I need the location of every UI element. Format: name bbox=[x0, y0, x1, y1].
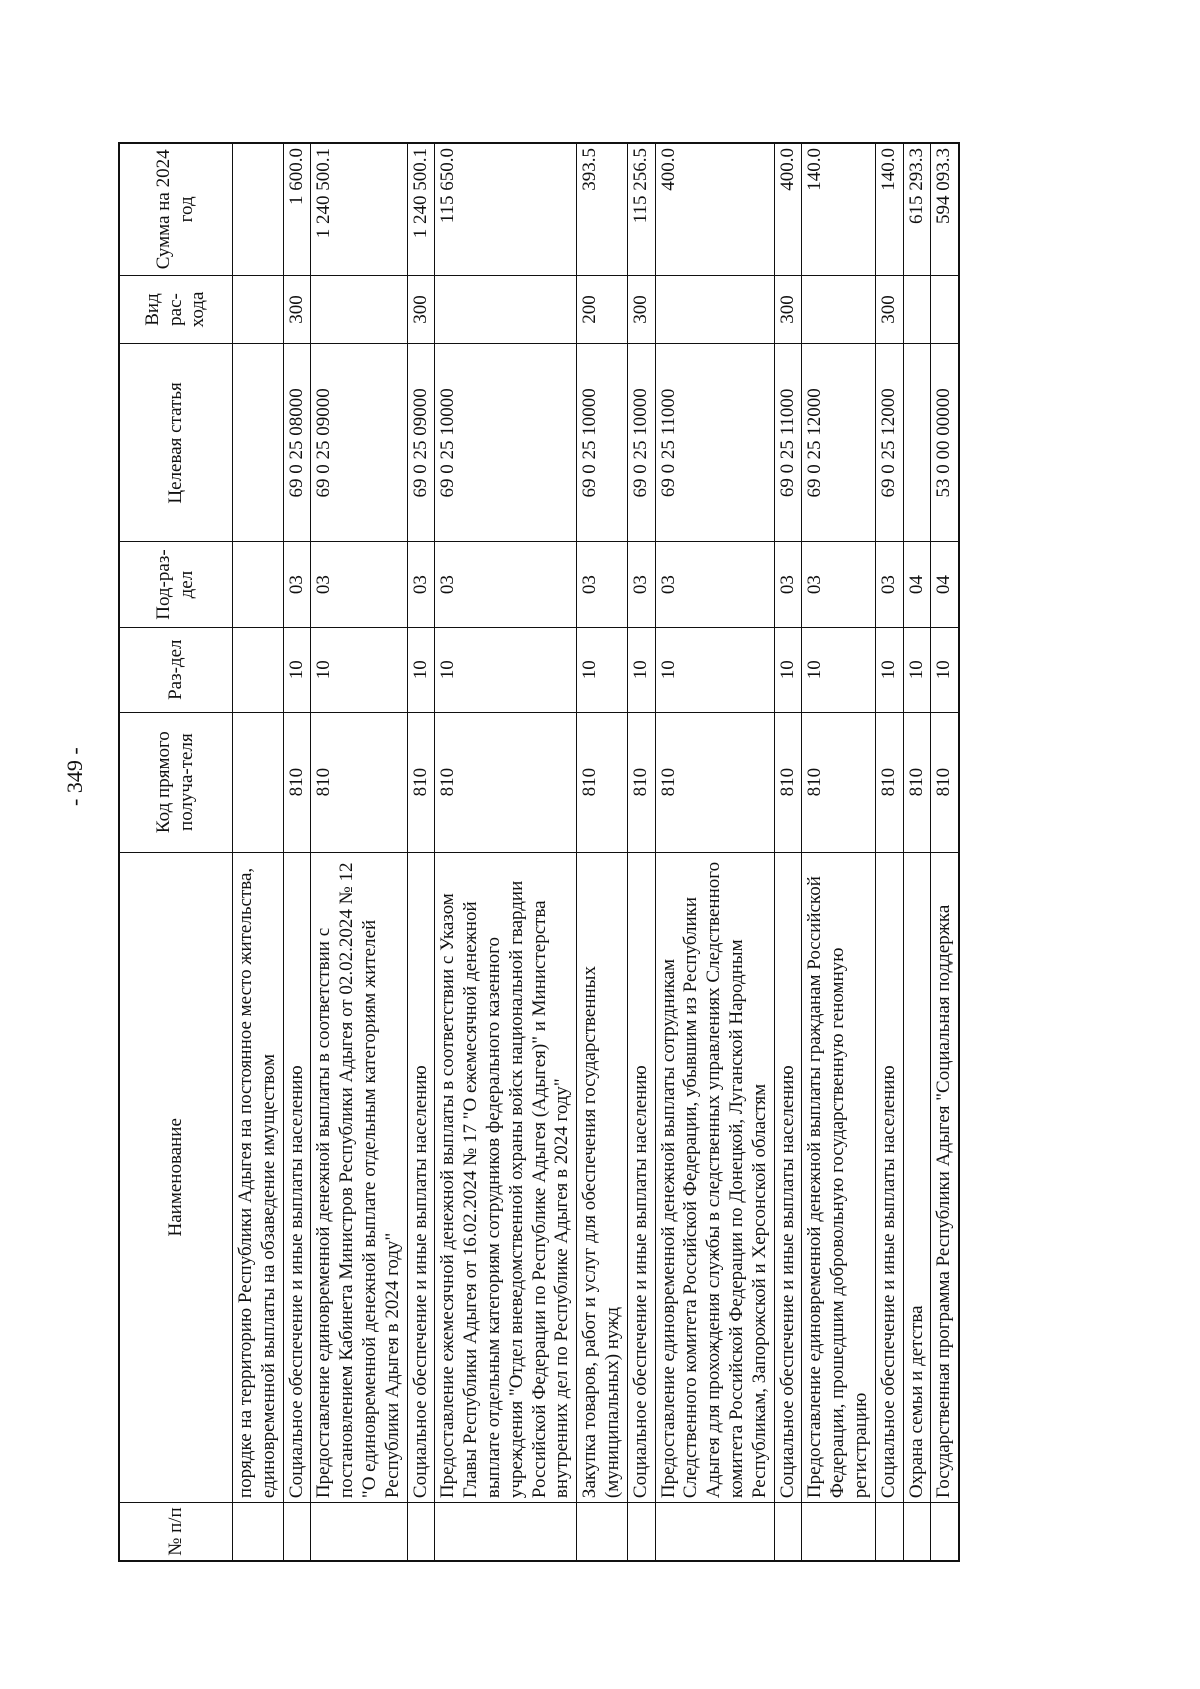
cell-num bbox=[435, 1503, 577, 1561]
cell-expense-type: 300 bbox=[407, 275, 435, 344]
cell-amount: 115 650.0 bbox=[435, 143, 577, 275]
cell-subsection: 03 bbox=[655, 542, 774, 627]
cell-expense-type bbox=[802, 275, 875, 344]
cell-recipient: 810 bbox=[655, 712, 774, 852]
cell-target: 69 0 25 12000 bbox=[875, 344, 903, 542]
cell-amount: 115 256.5 bbox=[627, 143, 655, 275]
cell-num bbox=[407, 1503, 435, 1561]
cell-amount: 400.0 bbox=[655, 143, 774, 275]
cell-target: 69 0 25 11000 bbox=[774, 344, 802, 542]
table-row bbox=[407, 143, 435, 1561]
cell-recipient: 810 bbox=[407, 712, 435, 852]
cell-section: 10 bbox=[627, 627, 655, 712]
cell-amount: 1 240 500.1 bbox=[407, 143, 435, 275]
cell-recipient: 810 bbox=[931, 712, 959, 852]
cell-expense-type: 300 bbox=[774, 275, 802, 344]
cell-name: Предоставление единовременной денежной выплаты сотрудникам Следственного комитета Российской Федерации, убывшим из Республики Адыгея для прохождения службы в следственных управлениях Следственного комитета Российской Федерации по Донецкой, Луганской Народным Республикам, Запорожской и Херсонской областям bbox=[655, 852, 774, 1503]
col-section-header: Раз-дел bbox=[119, 627, 233, 712]
table-row bbox=[435, 143, 577, 1561]
cell-section: 10 bbox=[931, 627, 959, 712]
cell-num bbox=[311, 1503, 407, 1561]
cell-name: Предоставление единовременной денежной выплаты гражданам Российской Федерации, прошедшим добровольную государственную геномную регистрацию bbox=[802, 852, 875, 1503]
cell-num bbox=[774, 1503, 802, 1561]
table-row bbox=[655, 143, 774, 1561]
cell-section: 10 bbox=[774, 627, 802, 712]
cell-expense-type bbox=[655, 275, 774, 344]
cell-name: Предоставление ежемесячной денежной выплаты в соответствии с Указом Главы Республики Адыгея от 16.02.2024 № 17 "О ежемесячной денежной выплате отдельным категориям сотрудников федерального казенного учреждения "Отдел вневедомственной охраны войск национальной гвардии Российской Федерации по Республике Адыгея (Адыгея)" и Министерства внутренних дел по Республике Адыгея в 2024 году" bbox=[435, 852, 577, 1503]
cell-target bbox=[903, 344, 931, 542]
budget-table bbox=[118, 142, 960, 1562]
table-row bbox=[802, 143, 875, 1561]
cell-section: 10 bbox=[875, 627, 903, 712]
cell-expense-type: 300 bbox=[283, 275, 311, 344]
cell-section: 10 bbox=[903, 627, 931, 712]
table-row bbox=[311, 143, 407, 1561]
cell-num bbox=[931, 1503, 959, 1561]
table-row bbox=[577, 143, 628, 1561]
cell-expense-type: 200 bbox=[577, 275, 628, 344]
cell-num bbox=[903, 1503, 931, 1561]
cell-recipient: 810 bbox=[774, 712, 802, 852]
cell-subsection: 03 bbox=[627, 542, 655, 627]
cell-subsection: 03 bbox=[774, 542, 802, 627]
cell-recipient: 810 bbox=[903, 712, 931, 852]
cell-amount: 594 093.3 bbox=[931, 143, 959, 275]
cell-target: 69 0 25 08000 bbox=[283, 344, 311, 542]
cell-expense-type: 300 bbox=[875, 275, 903, 344]
cell-section: 10 bbox=[577, 627, 628, 712]
col-expense-type-header: Вид рас-хода bbox=[119, 275, 233, 344]
cell-subsection: 04 bbox=[931, 542, 959, 627]
cell-expense-type bbox=[233, 275, 284, 344]
cell-subsection: 03 bbox=[311, 542, 407, 627]
cell-subsection: 03 bbox=[283, 542, 311, 627]
col-target-header: Целевая статья bbox=[119, 344, 233, 542]
cell-section: 10 bbox=[407, 627, 435, 712]
col-recipient-header: Код прямого получа-теля bbox=[119, 712, 233, 852]
cell-name: порядке на территорию Республики Адыгея на постоянное место жительства, единовременной выплаты на обзаведение имуществом bbox=[233, 852, 284, 1503]
cell-subsection: 03 bbox=[875, 542, 903, 627]
cell-recipient: 810 bbox=[802, 712, 875, 852]
cell-expense-type bbox=[435, 275, 577, 344]
cell-subsection: 03 bbox=[577, 542, 628, 627]
cell-amount: 140.0 bbox=[802, 143, 875, 275]
cell-amount: 393.5 bbox=[577, 143, 628, 275]
cell-num bbox=[233, 1503, 284, 1561]
cell-recipient: 810 bbox=[283, 712, 311, 852]
cell-amount: 1 600.0 bbox=[283, 143, 311, 275]
col-num-header: № п/п bbox=[119, 1503, 233, 1561]
cell-num bbox=[802, 1503, 875, 1561]
cell-target: 69 0 25 10000 bbox=[577, 344, 628, 542]
table-row bbox=[233, 143, 284, 1561]
cell-expense-type: 300 bbox=[627, 275, 655, 344]
table-row bbox=[931, 143, 959, 1561]
cell-name: Социальное обеспечение и иные выплаты населению bbox=[407, 852, 435, 1503]
cell-recipient: 810 bbox=[311, 712, 407, 852]
cell-name: Социальное обеспечение и иные выплаты населению bbox=[875, 852, 903, 1503]
cell-amount: 615 293.3 bbox=[903, 143, 931, 275]
cell-name: Предоставление единовременной денежной выплаты в соответствии с постановлением Кабинета Министров Республики Адыгея от 02.02.2024 № 12 "О единовременной денежной выплате отдельным категориям жителей Республики Адыгея в 2024 году" bbox=[311, 852, 407, 1503]
table-row bbox=[627, 143, 655, 1561]
cell-section: 10 bbox=[283, 627, 311, 712]
cell-subsection: 03 bbox=[435, 542, 577, 627]
cell-recipient bbox=[233, 712, 284, 852]
cell-expense-type bbox=[931, 275, 959, 344]
col-subsection-header: Под-раз-дел bbox=[119, 542, 233, 627]
cell-num bbox=[283, 1503, 311, 1561]
cell-section: 10 bbox=[655, 627, 774, 712]
cell-amount bbox=[233, 143, 284, 275]
cell-num bbox=[627, 1503, 655, 1561]
cell-target bbox=[233, 344, 284, 542]
cell-name: Социальное обеспечение и иные выплаты населению bbox=[774, 852, 802, 1503]
cell-name: Государственная программа Республики Адыгея "Социальная поддержка bbox=[931, 852, 959, 1503]
cell-subsection: 03 bbox=[802, 542, 875, 627]
cell-name: Социальное обеспечение и иные выплаты населению bbox=[283, 852, 311, 1503]
cell-section: 10 bbox=[435, 627, 577, 712]
cell-num bbox=[577, 1503, 628, 1561]
cell-amount: 140.0 bbox=[875, 143, 903, 275]
cell-target: 69 0 25 10000 bbox=[435, 344, 577, 542]
table-row bbox=[903, 143, 931, 1561]
cell-recipient: 810 bbox=[627, 712, 655, 852]
col-amount-header: Сумма на 2024 год bbox=[119, 143, 233, 275]
cell-recipient: 810 bbox=[875, 712, 903, 852]
cell-name: Охрана семьи и детства bbox=[903, 852, 931, 1503]
col-name-header: Наименование bbox=[119, 852, 233, 1503]
table-header bbox=[119, 143, 233, 1561]
cell-recipient: 810 bbox=[435, 712, 577, 852]
table-row bbox=[774, 143, 802, 1561]
cell-num bbox=[875, 1503, 903, 1561]
cell-name: Закупка товаров, работ и услуг для обеспечения государственных (муниципальных) нужд bbox=[577, 852, 628, 1503]
table-row bbox=[875, 143, 903, 1561]
cell-amount: 400.0 bbox=[774, 143, 802, 275]
cell-expense-type bbox=[311, 275, 407, 344]
cell-section: 10 bbox=[311, 627, 407, 712]
cell-num bbox=[655, 1503, 774, 1561]
budget-sheet bbox=[118, 142, 1058, 1562]
cell-target: 69 0 25 11000 bbox=[655, 344, 774, 542]
cell-target: 69 0 25 09000 bbox=[407, 344, 435, 542]
cell-subsection bbox=[233, 542, 284, 627]
page-number: - 349 - bbox=[62, 747, 87, 806]
cell-section: 10 bbox=[802, 627, 875, 712]
cell-expense-type bbox=[903, 275, 931, 344]
cell-target: 69 0 25 10000 bbox=[627, 344, 655, 542]
cell-name: Социальное обеспечение и иные выплаты населению bbox=[627, 852, 655, 1503]
table-row bbox=[283, 143, 311, 1561]
cell-target: 69 0 25 12000 bbox=[802, 344, 875, 542]
cell-section bbox=[233, 627, 284, 712]
cell-target: 53 0 00 00000 bbox=[931, 344, 959, 542]
cell-subsection: 03 bbox=[407, 542, 435, 627]
table-body bbox=[233, 143, 960, 1561]
cell-amount: 1 240 500.1 bbox=[311, 143, 407, 275]
cell-subsection: 04 bbox=[903, 542, 931, 627]
cell-recipient: 810 bbox=[577, 712, 628, 852]
cell-target: 69 0 25 09000 bbox=[311, 344, 407, 542]
